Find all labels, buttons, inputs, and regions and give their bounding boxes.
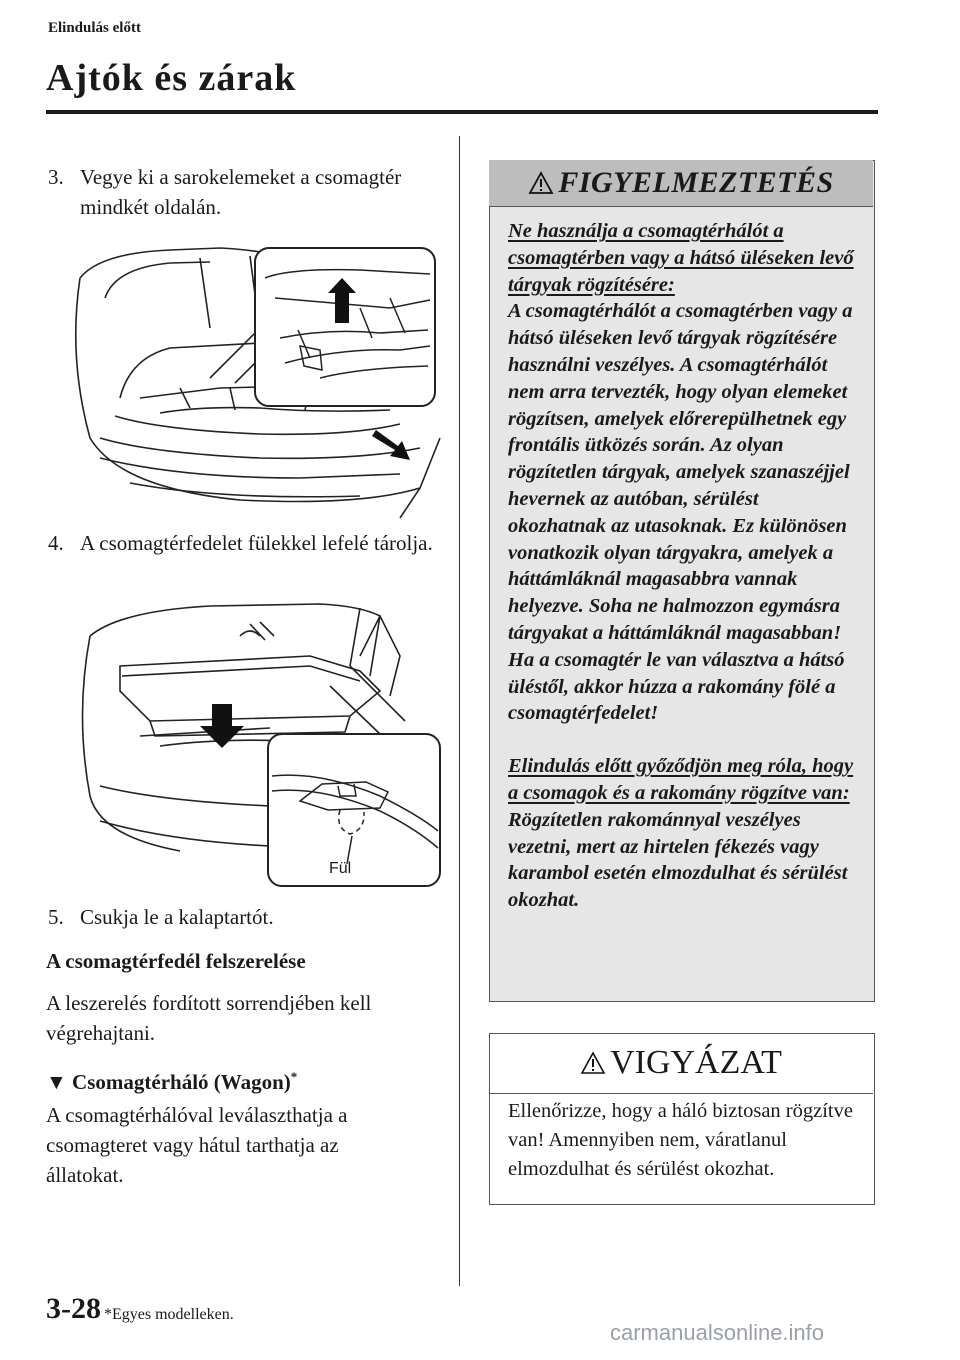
net-heading <box>46 1062 406 1097</box>
warning-p2-body: Rögzítetlen rakománnyal veszélyes vezetni, mert az hirtelen fékezés vagy karambol esetén elmozdulhat és sérülést okozhat. <box>508 808 848 912</box>
caution-triangle-icon <box>580 1051 606 1075</box>
net-heading-text: Csomagtérháló (Wagon) <box>72 1070 291 1094</box>
watermark: carmanualsonline.info <box>610 1320 825 1345</box>
warning-header <box>489 160 873 207</box>
page-title: Ajtók és zárak <box>46 57 297 99</box>
step-3 <box>48 162 440 222</box>
triangle-down-icon: ▼ <box>46 1070 67 1094</box>
net-text: A csomagtérhálóval leválaszthatja a csomagteret vagy hátul tarthatja az állatokat. <box>46 1103 348 1187</box>
warning-triangle-icon <box>528 171 554 195</box>
column-divider <box>459 136 460 1286</box>
warning-body <box>508 218 860 914</box>
warning-p2-title: Elindulás előtt győződjön meg róla, hogy a csomagok és a rakomány rögzítve van: <box>508 755 854 804</box>
footnote: *Egyes modelleken. <box>104 1306 234 1323</box>
step-4 <box>48 528 440 558</box>
page-number: 3-28 <box>46 1292 101 1325</box>
step-5 <box>48 902 440 932</box>
caution-body: Ellenőrizze, hogy a háló biztosan rögzítve van! Amennyiben nem, váratlanul elmozdulhat és sérülést okozhat. <box>508 1100 853 1180</box>
trunk-corner-figure <box>60 238 445 528</box>
figure-label-ful: Fül <box>329 860 352 877</box>
step-text: Vegye ki a sarokelemeket a csomagtér mindkét oldalán. <box>80 165 402 219</box>
tonneau-cover-figure <box>60 596 445 896</box>
install-text: A leszerelés fordított sorrendjében kell végrehajtani. <box>46 991 372 1045</box>
title-rule <box>46 110 878 114</box>
warning-p1-title: Ne használja a csomagtérhálót a csomagtérben vagy a hátsó üléseken levő tárgyak rögzítésére: <box>508 220 854 296</box>
step-text: A csomagtérfedelet fülekkel lefelé tárolja. <box>80 531 433 555</box>
warning-p1-body: A csomagtérhálót a csomagtérben vagy a hátsó üléseken levő tárgyak rögzítésére használni veszélyes. A csomagtérhálót nem arra tervezték, hogy olyan elemeket rögzítsen, amelyek előrerepülhetnek egy frontális ütközés során. Az olyan rögzítetlen tárgyak, amelyek szanaszéjjel hevernek az autóban, sérülést okozhatnak az utasoknak. Ez különösen vonatkozik olyan tárgyakra, amelyek a háttámláknál magasabbra vannak helyezve. Soha ne halmozzon egymásra tárgyakat a háttámláknál magasabban! Ha a csomagtér le van választva a hátsó üléstől, akkor húzza a rakomány fölé a csomagtérfedelet! <box>508 300 853 725</box>
install-heading: A csomagtérfedél felszerelése <box>46 949 306 973</box>
step-number: 3. <box>48 165 64 189</box>
section-label: Elindulás előtt <box>48 20 141 36</box>
step-number: 4. <box>48 531 64 555</box>
step-number: 5. <box>48 905 64 929</box>
caution-title: VIGYÁZAT <box>610 1044 782 1081</box>
step-text: Csukja le a kalaptartót. <box>80 905 274 929</box>
footnote-marker: * <box>290 1069 298 1084</box>
caution-header <box>489 1033 873 1094</box>
warning-title: FIGYELMEZTETÉS <box>558 166 834 199</box>
